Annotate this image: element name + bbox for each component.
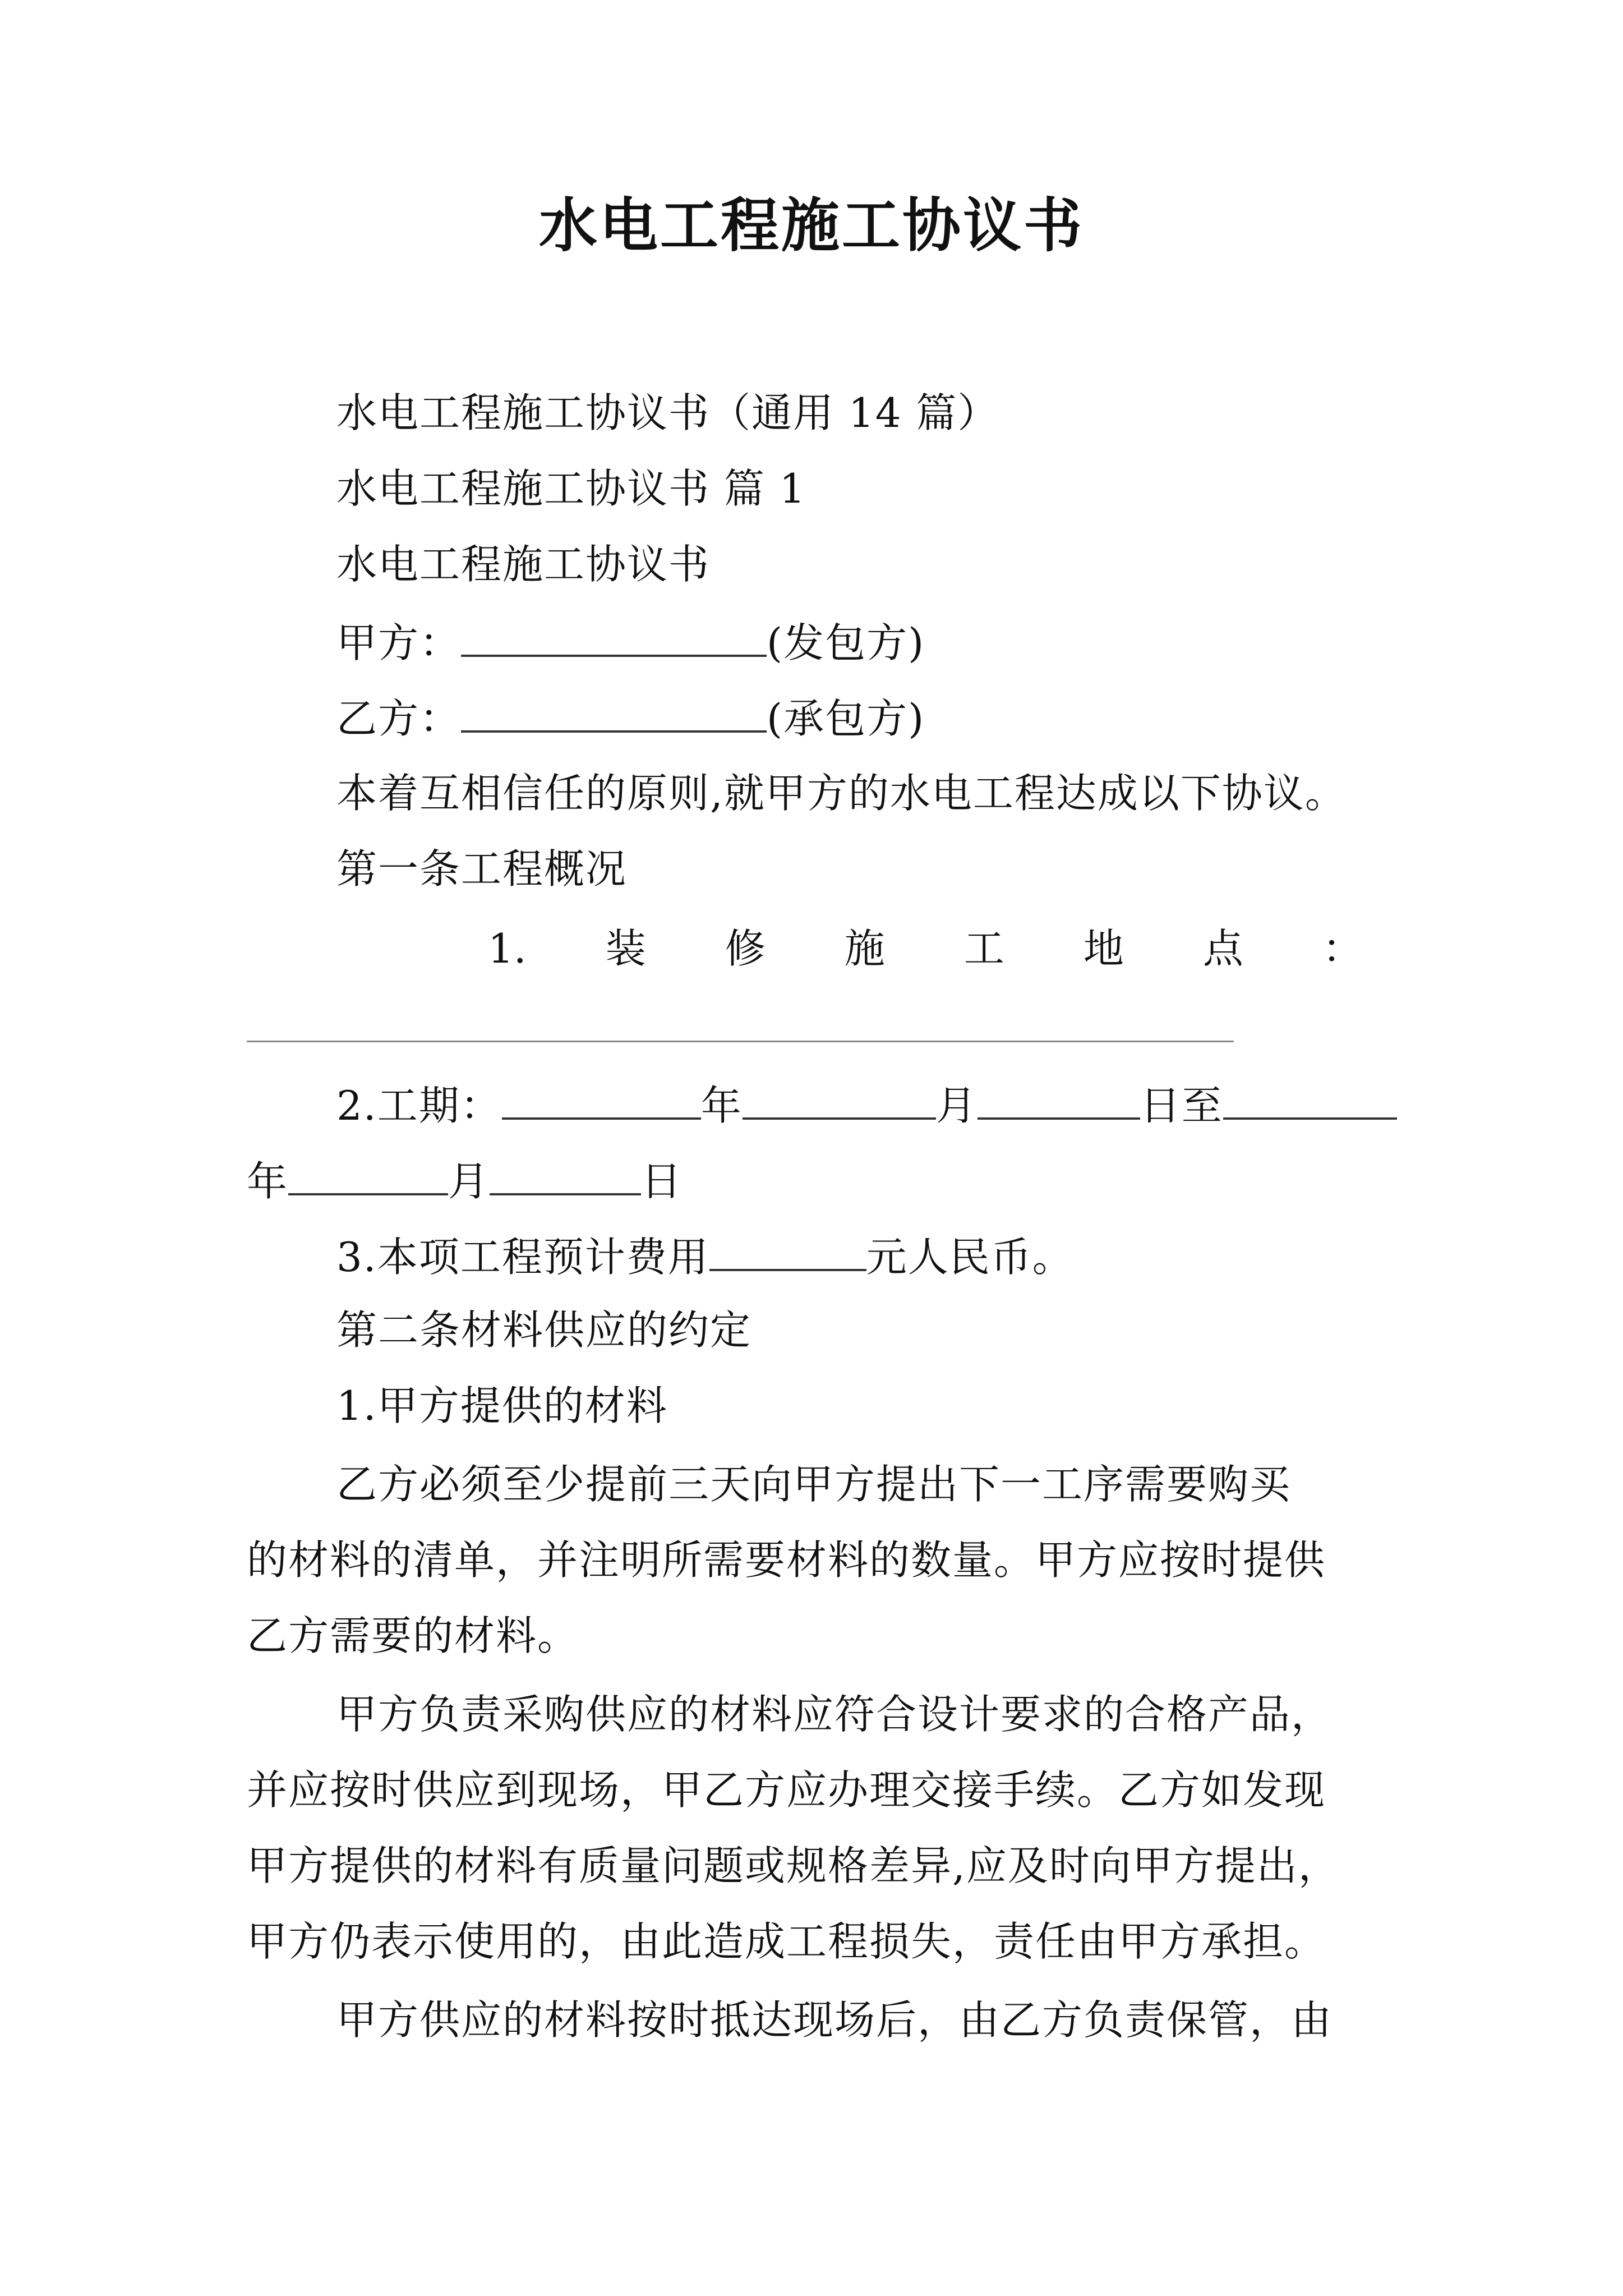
site-char: 工: [963, 925, 1004, 972]
party-a-label: 甲方：: [336, 619, 462, 666]
document-heading: 水电工程施工协议书（通用 14 篇）: [336, 389, 999, 436]
start-year-blank: [502, 1083, 701, 1120]
month-label: 月: [935, 1082, 978, 1129]
year-label: 年: [247, 1158, 289, 1205]
cost-unit: 元人民币。: [866, 1234, 1074, 1281]
article-1-heading: 第一条工程概况: [336, 845, 628, 892]
party-a-blank: [461, 620, 767, 657]
party-a-role: (发包方): [767, 619, 925, 666]
cost-line: [336, 1234, 1074, 1281]
agreement-title: 水电工程施工协议书: [336, 541, 711, 588]
site-line: [488, 925, 1363, 972]
page-title: 水电工程施工协议书: [538, 191, 1084, 260]
day-label: 日: [641, 1158, 683, 1205]
paragraph-line: 乙方必须至少提前三天向甲方提出下一工序需要购买: [336, 1461, 1292, 1508]
paragraph-line: 甲方仍表示使用的，由此造成工程损失，责任由甲方承担。: [247, 1918, 1326, 1965]
start-month-blank: [743, 1083, 936, 1120]
cost-label: 3.本项工程预计费用: [336, 1234, 709, 1281]
subsection-1-heading: 1.甲方提供的材料: [336, 1382, 668, 1429]
site-char: 1.: [488, 925, 527, 972]
paragraph-line: 甲方供应的材料按时抵达现场后，由乙方负责保管，由: [336, 1996, 1333, 2044]
month-label: 月: [448, 1158, 490, 1205]
cost-blank: [709, 1234, 866, 1271]
party-a-line: [336, 619, 925, 666]
article-2-heading: 第二条材料供应的约定: [336, 1306, 752, 1354]
paragraph-line: 甲方负责采购供应的材料应符合设计要求的合格产品，: [336, 1691, 1333, 1738]
end-month-blank: [288, 1158, 448, 1195]
site-char: 修: [725, 925, 766, 972]
day-to-label: 日至: [1140, 1082, 1223, 1129]
year-label: 年: [700, 1082, 743, 1129]
site-char: ：: [1322, 925, 1363, 972]
site-char: 点: [1202, 925, 1243, 972]
paragraph-line: 甲方提供的材料有质量问题或规格差异,应及时向甲方提出，: [247, 1842, 1340, 1889]
paragraph-line: 并应按时供应到现场，甲乙方应办理交接手续。乙方如发现: [247, 1766, 1326, 1814]
party-b-blank: [461, 696, 767, 733]
end-year-blank: [1223, 1083, 1397, 1120]
site-char: 装: [605, 925, 646, 972]
period-line-continued: [247, 1158, 683, 1205]
paragraph-line: 的材料的清单，并注明所需要材料的数量。甲方应按时提供: [247, 1536, 1326, 1584]
start-day-blank: [978, 1083, 1140, 1120]
site-fill-rule: [247, 1041, 1234, 1042]
party-b-line: [336, 695, 925, 742]
party-b-role: (承包方): [767, 695, 925, 742]
paragraph-line: 乙方需要的材料。: [247, 1612, 579, 1659]
party-b-label: 乙方：: [336, 695, 462, 742]
end-day-blank: [490, 1158, 641, 1195]
site-char: 地: [1083, 925, 1124, 972]
period-label: 2.工期：: [336, 1082, 502, 1129]
period-line: [336, 1082, 1397, 1129]
piece-heading: 水电工程施工协议书 篇 1: [336, 465, 806, 512]
site-char: 施: [844, 925, 885, 972]
intro-paragraph: 本着互相信任的原则,就甲方的水电工程达成以下协议。: [336, 770, 1347, 817]
